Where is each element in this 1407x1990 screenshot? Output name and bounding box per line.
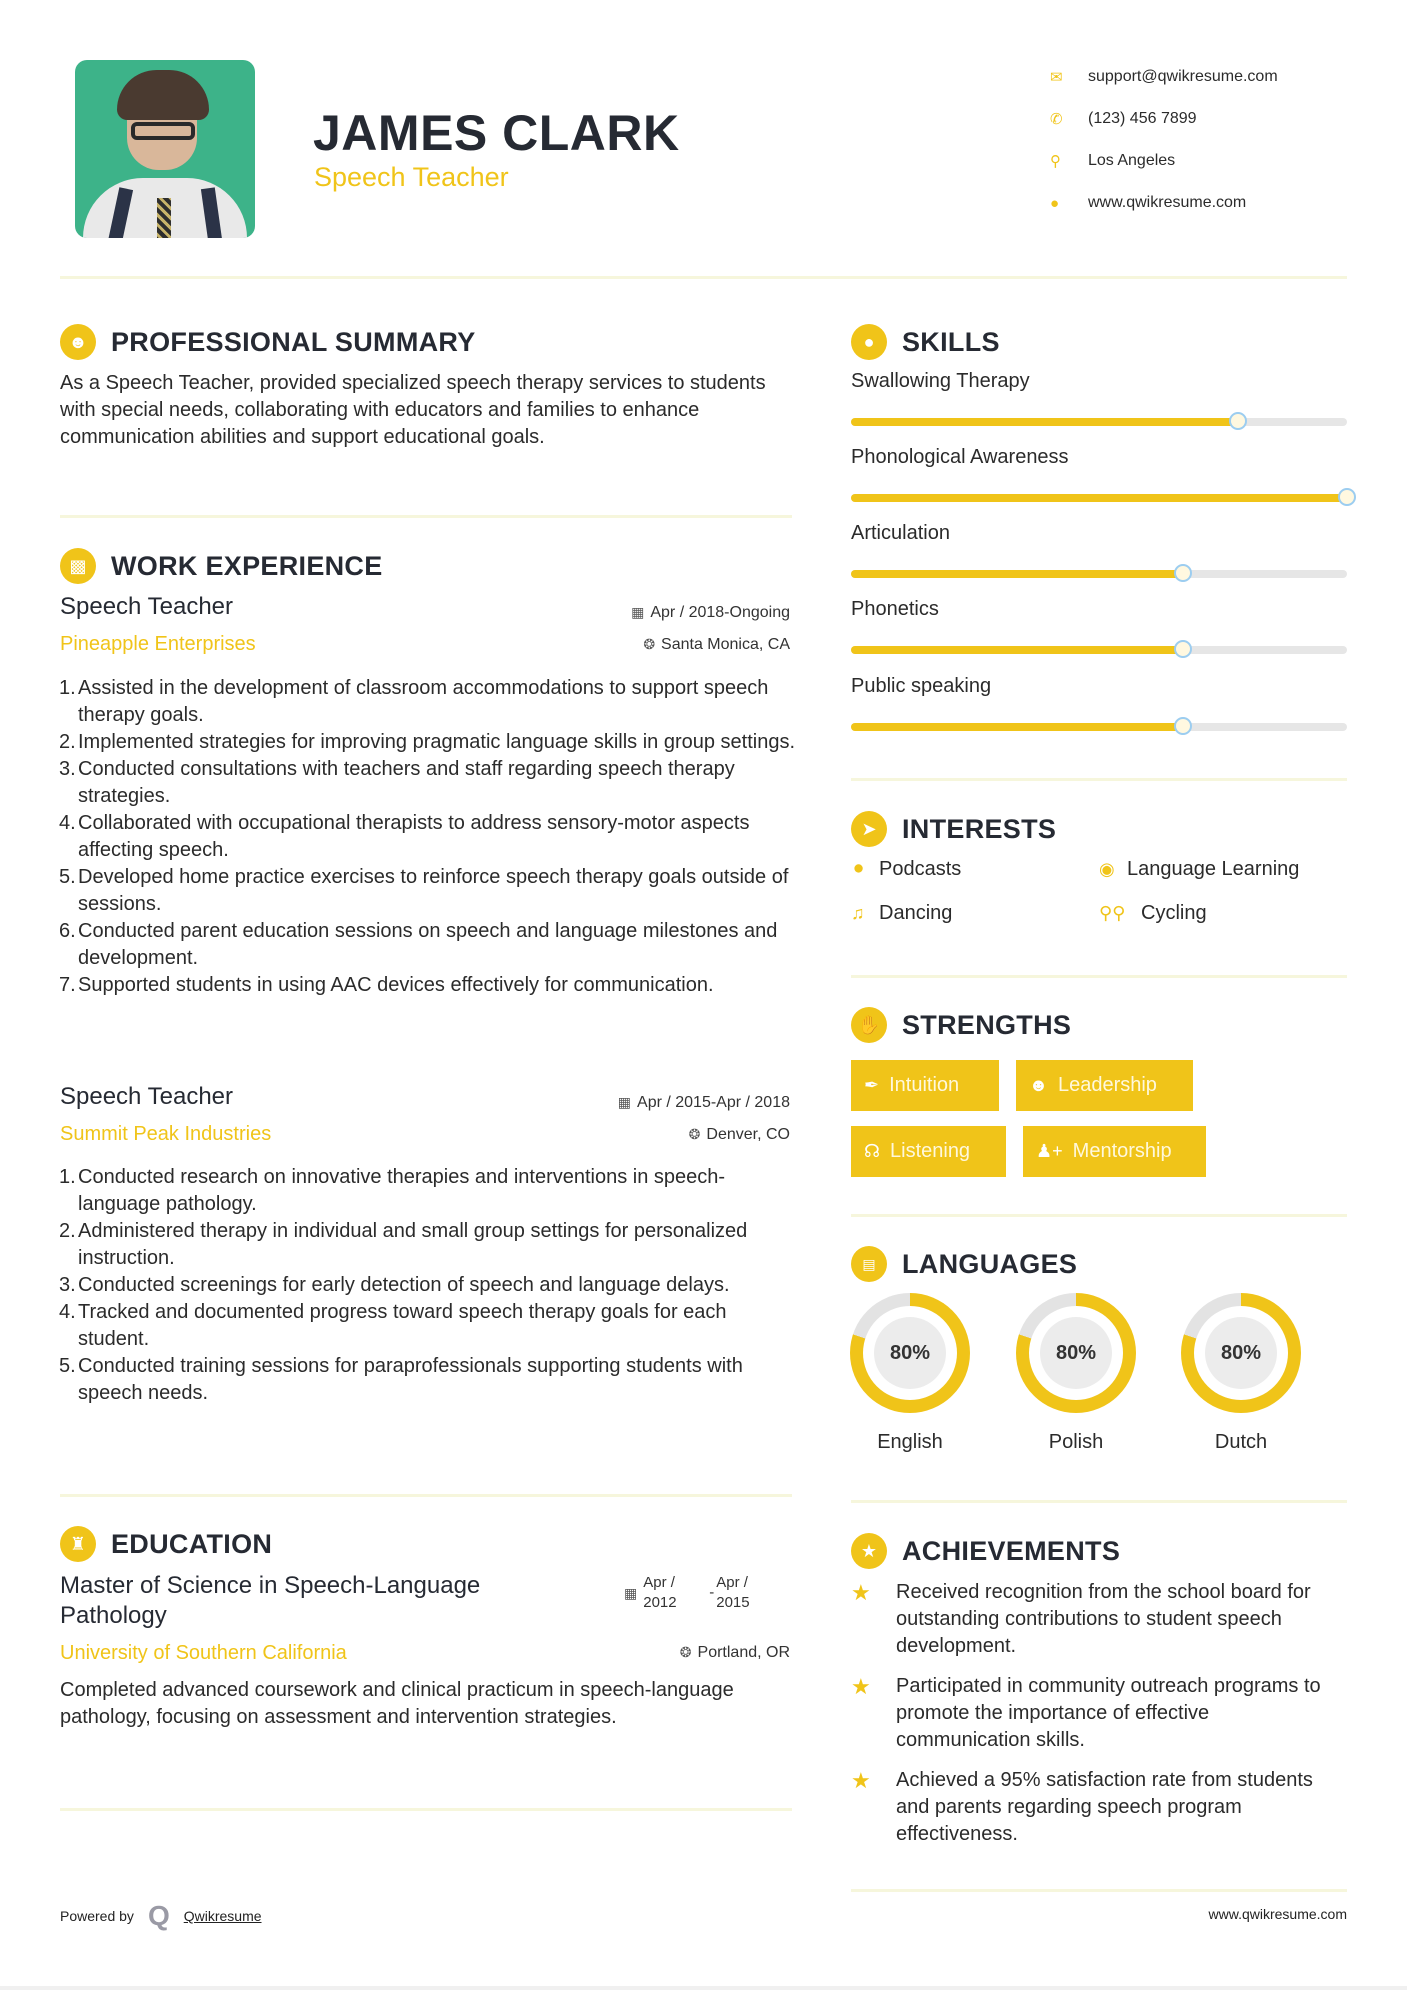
skill-item: Articulation (851, 522, 1347, 578)
calendar-icon: ▦ (617, 1094, 632, 1110)
headphones-icon: ☊ (864, 1141, 880, 1161)
interests-divider (851, 975, 1347, 978)
page-bottom-edge (0, 1986, 1407, 1990)
fist-icon: ✋ (851, 1007, 887, 1043)
interest-item: ⚫ Podcasts (851, 858, 962, 880)
summary-divider (60, 515, 792, 518)
interest-item: ◉ Language Learning (1099, 858, 1300, 880)
skills-divider (851, 778, 1347, 781)
contact-list (1048, 56, 1278, 224)
skill-slider[interactable] (851, 418, 1347, 426)
list-item: 4. Collaborated with occupational therapists to address sensory-motor aspects affecting speech. (59, 812, 750, 861)
interests-heading: ➤ INTERESTS (851, 811, 1056, 847)
skill-item: Public speaking (851, 675, 1347, 731)
interest-item: ♫ Dancing (851, 902, 953, 924)
strength-badge: ☊ Listening (851, 1126, 1006, 1177)
job-duties (60, 675, 800, 999)
graduate-icon: ♜ (60, 1526, 96, 1562)
job-dates: ▦ Apr / 2015-Apr / 2018 (617, 1094, 790, 1111)
list-item: 3. Conducted screenings for early detection of speech and language delays. (59, 1274, 730, 1296)
music-note-icon: ♫ (851, 903, 865, 923)
experience-heading: ▩ WORK EXPERIENCE (60, 548, 383, 584)
achievement-item: ★ Participated in community outreach programs to promote the importance of effective communication skills. (851, 1673, 1347, 1754)
list-item: 5. Developed home practice exercises to reinforce speech therapy goals outside of sessions. (59, 866, 789, 915)
list-item: 1. Assisted in the development of classroom accommodations to support speech therapy goals. (59, 677, 769, 726)
skills-heading: ● SKILLS (851, 324, 1000, 360)
languages-divider (851, 1500, 1347, 1503)
user-plus-icon: ♟+ (1036, 1141, 1063, 1161)
contact-phone[interactable] (1048, 98, 1278, 140)
qwikresume-logo-icon: Q (147, 1900, 170, 1931)
list-item: 2. Implemented strategies for improving pragmatic language skills in group settings. (59, 731, 796, 753)
achievement-item: ★ Received recognition from the school board for outstanding contributions to student speech development. (851, 1579, 1347, 1660)
school-name: University of Southern California (60, 1642, 347, 1664)
degree-title: Master of Science in Speech-Language Pathology (60, 1572, 481, 1629)
languages-heading: ▤ LANGUAGES (851, 1246, 1077, 1282)
language-ring: 80% (1016, 1293, 1136, 1413)
interest-item: ⚲⚲ Cycling (1099, 902, 1207, 924)
strength-badge: ☻ Leadership (1016, 1060, 1193, 1111)
job-location: ❂ Denver, CO (688, 1126, 790, 1143)
bicycle-icon: ⚲⚲ (1099, 903, 1126, 923)
skill-item: Phonological Awareness (851, 446, 1347, 502)
envelope-icon: ✉ (1050, 69, 1063, 86)
map-pin-icon: ⚲ (1050, 153, 1061, 170)
candidate-name: JAMES CLARK (313, 105, 680, 161)
lightbulb-icon: ● (851, 324, 887, 360)
strengths-heading: ✋ STRENGTHS (851, 1007, 1071, 1043)
language-item: 80% Polish (1016, 1293, 1136, 1454)
job-company: Pineapple Enterprises (60, 633, 256, 655)
footer-website[interactable]: www.qwikresume.com (1208, 1906, 1347, 1922)
slider-thumb[interactable] (1174, 640, 1192, 658)
shooting-star-icon: ★ (851, 1580, 871, 1605)
achievements-heading: ★ ACHIEVEMENTS (851, 1533, 1120, 1569)
skill-slider[interactable] (851, 570, 1347, 578)
language-item: 80% Dutch (1181, 1293, 1301, 1454)
users-icon: ☻ (1029, 1075, 1048, 1095)
list-item: 7. Supported students in using AAC devices effectively for communication. (59, 974, 714, 996)
paper-plane-icon: ➤ (851, 811, 887, 847)
powered-by: Powered by Q Qwikresume (60, 1900, 262, 1931)
language-item: 80% English (850, 1293, 970, 1454)
calendar-icon: ▦ (624, 1585, 638, 1601)
list-item: 1. Conducted research on innovative therapies and interventions in speech-language pathology. (59, 1166, 726, 1215)
slider-thumb[interactable] (1174, 717, 1192, 735)
strengths-divider (851, 1214, 1347, 1217)
job-role: Speech Teacher (60, 1083, 234, 1110)
microphone-icon: ⚫ (851, 859, 867, 879)
shooting-star-icon: ★ (851, 1674, 871, 1699)
list-item: 2. Administered therapy in individual and small group settings for personalized instruction. (59, 1220, 748, 1269)
candidate-title: Speech Teacher (314, 162, 509, 192)
globe-icon: ◉ (1099, 859, 1115, 879)
profile-photo (75, 60, 255, 238)
pushpin-icon: ❂ (643, 636, 656, 652)
calendar-icon: ▦ (631, 604, 645, 620)
contact-location-text: Los Angeles (1088, 152, 1176, 169)
star-icon: ★ (851, 1533, 887, 1569)
contact-website[interactable] (1048, 182, 1278, 224)
chair-icon: ▩ (60, 548, 96, 584)
pushpin-icon: ❂ (688, 1126, 701, 1142)
list-item: 4. Tracked and documented progress toward speech therapy goals for each student. (59, 1301, 727, 1350)
language-icon: ▤ (851, 1246, 887, 1282)
skill-item: Swallowing Therapy (851, 370, 1347, 426)
user-icon: ☻ (60, 324, 96, 360)
education-divider (60, 1808, 792, 1811)
list-item: 3. Conducted consultations with teachers and staff regarding speech therapy strategies. (59, 758, 735, 807)
list-item: 6. Conducted parent education sessions on speech and language milestones and development. (59, 920, 778, 969)
list-item: 5. Conducted training sessions for paraprofessionals supporting students with speech needs. (59, 1355, 743, 1404)
education-description: Completed advanced coursework and clinical practicum in speech-language pathology, focusing on assessment and intervention strategies. (60, 1679, 734, 1728)
contact-email-text: support@qwikresume.com (1088, 68, 1278, 85)
globe-icon: ● (1050, 194, 1060, 212)
magic-wand-icon: ✒ (864, 1075, 880, 1095)
pushpin-icon: ❂ (679, 1644, 692, 1660)
job-role: Speech Teacher (60, 593, 234, 620)
education-dates: ▦ Apr / 2012 - Apr / 2015 (624, 1574, 750, 1611)
contact-email[interactable] (1048, 56, 1278, 98)
strength-badge: ♟+ Mentorship (1023, 1126, 1206, 1177)
shooting-star-icon: ★ (851, 1768, 871, 1793)
phone-icon: ✆ (1050, 111, 1063, 128)
skill-item: Phonetics (851, 598, 1347, 654)
skill-slider[interactable] (851, 646, 1347, 654)
contact-website-text: www.qwikresume.com (1088, 194, 1247, 211)
strength-badge: ✒ Intuition (851, 1060, 999, 1111)
skill-slider[interactable] (851, 723, 1347, 731)
experience-divider (60, 1494, 792, 1497)
job-dates: ▦ Apr / 2018-Ongoing (631, 604, 790, 621)
job-location: ❂ Santa Monica, CA (643, 636, 790, 653)
education-location: ❂ Portland, OR (679, 1644, 790, 1661)
header-divider (60, 276, 1347, 279)
qwikresume-link[interactable]: Qwikresume (183, 1908, 262, 1924)
summary-heading: ☻ PROFESSIONAL SUMMARY (60, 324, 476, 360)
slider-thumb[interactable] (1229, 412, 1247, 430)
summary-text: As a Speech Teacher, provided specialized speech therapy services to students with special needs, collaborating with educators and families to enhance communication abilities and support educational goals. (60, 372, 766, 448)
skill-slider[interactable] (851, 494, 1347, 502)
contact-location (1048, 140, 1278, 182)
contact-phone-text: (123) 456 7899 (1088, 110, 1197, 127)
achievement-item: ★ Achieved a 95% satisfaction rate from students and parents regarding speech program effectiveness. (851, 1767, 1347, 1848)
education-heading: ♜ EDUCATION (60, 1526, 272, 1562)
language-ring: 80% (850, 1293, 970, 1413)
job-company: Summit Peak Industries (60, 1123, 272, 1145)
slider-thumb[interactable] (1174, 564, 1192, 582)
language-ring: 80% (1181, 1293, 1301, 1413)
slider-thumb[interactable] (1338, 488, 1356, 506)
job-duties (60, 1164, 800, 1407)
achievements-divider (851, 1889, 1347, 1892)
